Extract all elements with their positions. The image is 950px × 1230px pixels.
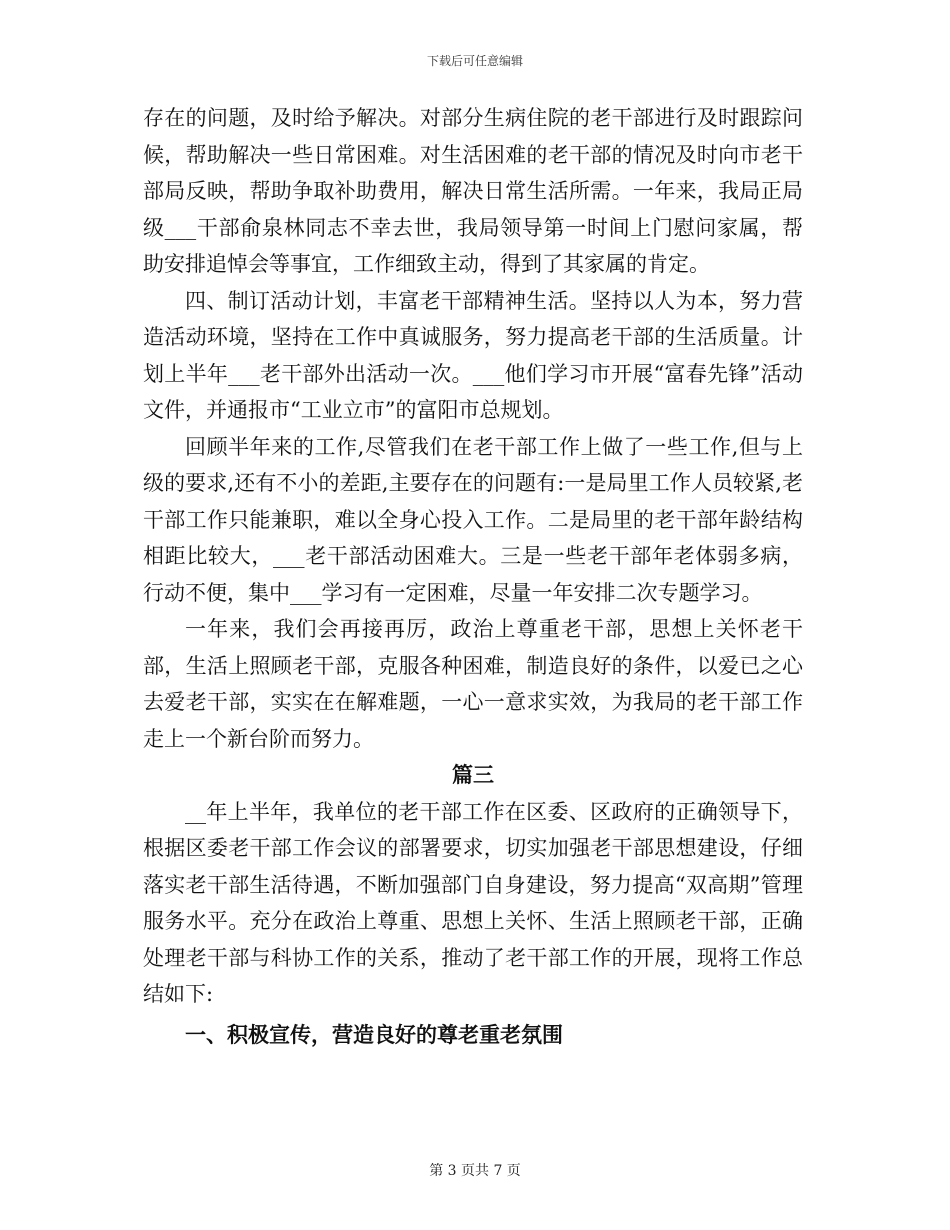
document-body: [143, 100, 803, 1053]
paragraph-intro: __年上半年，我单位的老干部工作在区委、区政府的正确领导下，根据区委老干部工作会议的部署要求，切实加强老干部思想建设，仔细落实老干部生活待遇，不断加强部门自身建设，努力提高“双高期”管理服务水平。充分在政治上尊重、思想上关怀、生活上照顾老干部，正确处理老干部与科协工作的关系，推动了老干部工作的开展，现将工作总结如下:: [143, 799, 803, 1006]
paragraph-review: 回顾半年来的工作,尽管我们在老干部工作上做了一些工作,但与上级的要求,还有不小的差距,主要存在的问题有:一是局里工作人员较紧,老干部工作只能兼职，难以全身心投入工作。二是局里的老干部年龄结构相距比较大，___老干部活动困难大。三是一些老干部年老体弱多病，行动不便，集中___学习有一定困难，尽量一年安排二次专题学习。: [143, 434, 803, 605]
paragraph-continuation: 存在的问题，及时给予解决。对部分生病住院的老干部进行及时跟踪问候，帮助解决一些日常困难。对生活困难的老干部的情况及时向市老干部局反映，帮助争取补助费用，解决日常生活所需。一年来，我局正局级___干部俞泉林同志不幸去世，我局领导第一时间上门慰问家属，帮助安排追悼会等事宜，工作细致主动，得到了其家属的肯定。: [143, 106, 803, 276]
paragraph-activity-plan: 四、制订活动计划，丰富老干部精神生活。坚持以人为本，努力营造活动环境，坚持在工作中真诚服务，努力提高老干部的生活质量。计划上半年___老干部外出活动一次。___他们学习市开展“富春先锋”活动文件，并通报市“工业立市”的富阳市总规划。: [143, 288, 803, 422]
section-heading: 一、积极宣传，营造良好的尊老重老氛围: [185, 1021, 563, 1047]
paragraph-conclusion: 一年来，我们会再接再厉，政治上尊重老干部，思想上关怀老干部，生活上照顾老干部，克服各种困难，制造良好的条件，以爱已之心去爱老干部，实实在在解难题，一心一意求实效，为我局的老干部工作走上一个新台阶而努力。: [143, 617, 803, 751]
page-footer-number: 第 3 页共 7 页: [429, 1163, 521, 1179]
chapter-heading: 篇三: [452, 762, 494, 787]
page-header-note: 下载后可任意编辑: [426, 54, 523, 68]
